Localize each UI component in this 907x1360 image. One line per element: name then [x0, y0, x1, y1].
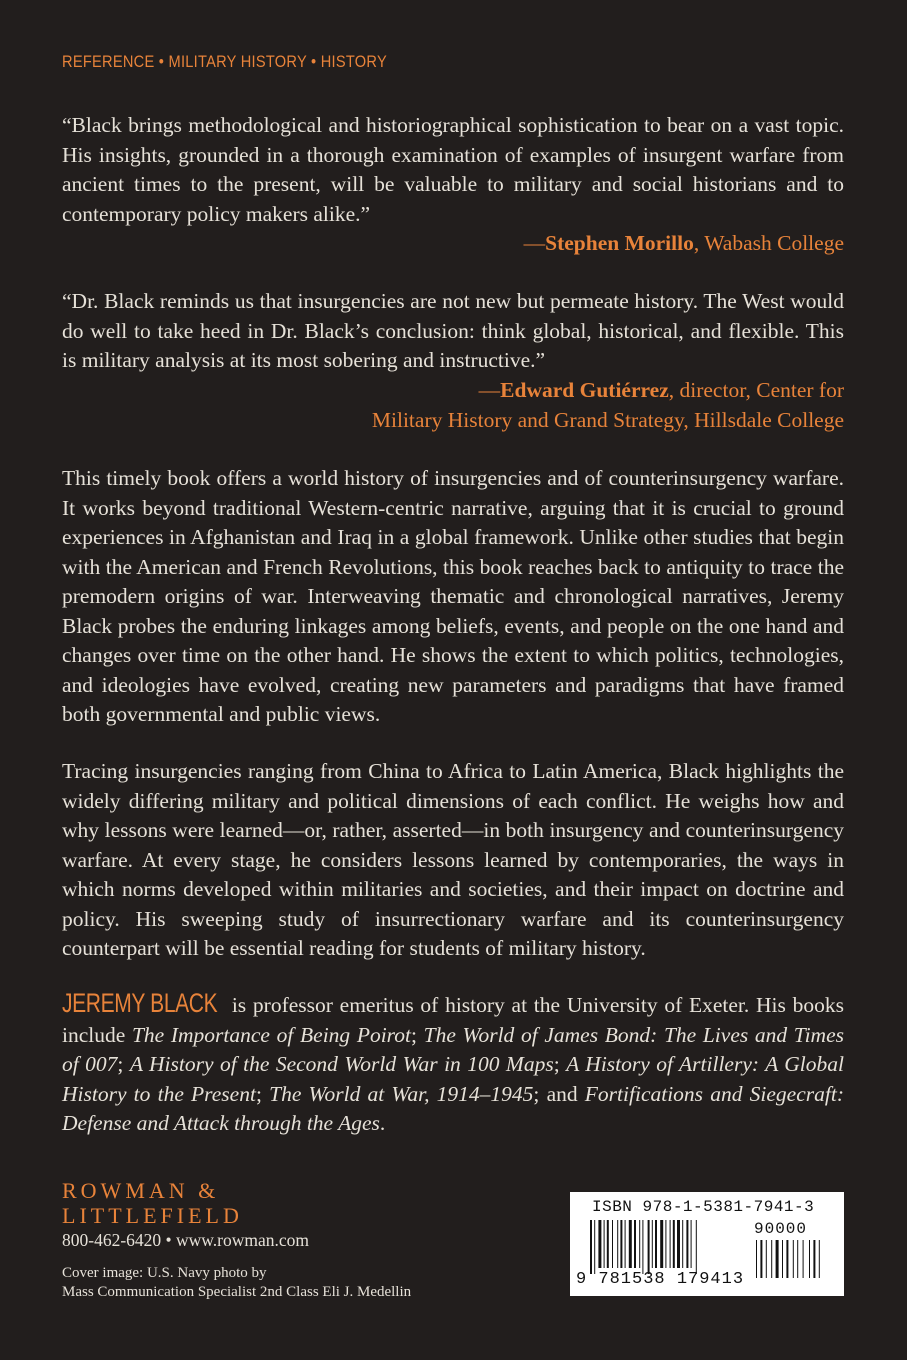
- cover-credit-line-2: Mass Communication Specialist 2nd Class Eli J. Medellin: [62, 1284, 412, 1300]
- bio-text: ;: [117, 1052, 130, 1076]
- attribution-dash: —: [523, 231, 546, 255]
- attribution-dash: —: [478, 378, 501, 402]
- book-title: Fortifications and Siegecraft: Defense and Attack through the Ages: [62, 1081, 844, 1135]
- description-paragraph-1: This timely book offers a world history of insurgencies and of counterinsurgency warfare. It works beyond traditional Western-centric narrative, arguing that it is crucial to ground experiences in Afghanistan and Iraq in a global framework. Unlike other studies that begin with the American and French Revolutions, this book reaches back to antiquity to trace the premodern origins of war. Interweaving thematic and chronological narratives, Jeremy Black probes the enduring linkages among beliefs, events, and people on the one hand and changes over time on the other hand. He shows the extent to which politics, technologies, and ideologies have evolved, creating new parameters and paradigms that have framed both governmental and public views.: [62, 466, 844, 726]
- bio-text: ;: [255, 1081, 270, 1106]
- book-title: The World at War, 1914–1945: [269, 1081, 534, 1106]
- blurb-quote-2: “Dr. Black reminds us that insurgencies are not new but permeate history. The West would do well to take heed in Dr. Black’s conclusion: think global, historical, and flexible. This is military analysis at its most sobering and instructive.”: [62, 289, 844, 372]
- publisher-line-2: LITTLEFIELD: [62, 1203, 243, 1228]
- attribution-name: Stephen Morillo: [545, 231, 694, 255]
- isbn-text: ISBN 978-1-5381-7941-3: [592, 1198, 815, 1216]
- cover-credit-line-1: Cover image: U.S. Navy photo by: [62, 1265, 267, 1281]
- attribution-affiliation: , director, Center for: [668, 378, 844, 402]
- author-name: JEREMY BLACK: [62, 988, 218, 1018]
- attribution-affiliation-2: Military History and Grand Strategy, Hillsdale College: [371, 407, 844, 432]
- blurb-attribution-2: [372, 376, 844, 435]
- bio-text: .: [379, 1111, 386, 1135]
- bio-text: ; and: [533, 1081, 585, 1106]
- bio-text: ;: [410, 1022, 424, 1047]
- category-line: REFERENCE • MILITARY HISTORY • HISTORY: [62, 52, 387, 71]
- book-title: The Importance of Being Poirot: [131, 1022, 411, 1047]
- blurb-quote-1: “Black brings methodological and historiographical sophistication to bear on a vast topic. His insights, grounded in a thorough examination of examples of insurgent warfare from ancient times to the present, will be valuable to military and social historians and to contemporary policy makers alike.”: [62, 113, 844, 226]
- publisher-contact: 800-462-6420 • www.rowman.com: [62, 1230, 310, 1250]
- book-title: A History of the Second World War in 100 Maps: [129, 1052, 554, 1076]
- bio-text: ;: [553, 1052, 567, 1076]
- publisher-line-1: ROWMAN &: [62, 1178, 220, 1203]
- cover-credit: [62, 1264, 411, 1302]
- book-title: The World of James Bond: The Lives and Times of 007: [62, 1022, 844, 1076]
- attribution-name: Edward Gutiérrez: [500, 378, 669, 402]
- blurb-attribution-1: [524, 229, 844, 259]
- book-title: A History of Artillery: A Global History to the Present: [62, 1052, 844, 1106]
- isbn-barcode: [570, 1192, 844, 1296]
- bio-text: is professor emeritus of history at the University of Exeter. His books include: [62, 993, 844, 1047]
- attribution-affiliation: , Wabash College: [693, 231, 844, 255]
- publisher-logo: [62, 1178, 243, 1228]
- description-paragraph-2: Tracing insurgencies ranging from China to Africa to Latin America, Black highlights the widely differing military and political dimensions of each conflict. He weighs how and why lessons were learned—or, rather, asserted—in both insurgency and counterinsurgency warfare. At every stage, he considers lessons learned by contemporaries, the ways in which norms developed within militaries and societies, and their impact on doctrine and policy. His sweeping study of insurrectionary warfare and its counterinsurgency counterpart will be essential reading for students of military history.: [62, 759, 844, 960]
- barcode-ean-digits: 9 781538 179413: [576, 1270, 745, 1289]
- barcode-addon-digits: 90000: [754, 1220, 808, 1238]
- author-bio: [62, 988, 844, 1139]
